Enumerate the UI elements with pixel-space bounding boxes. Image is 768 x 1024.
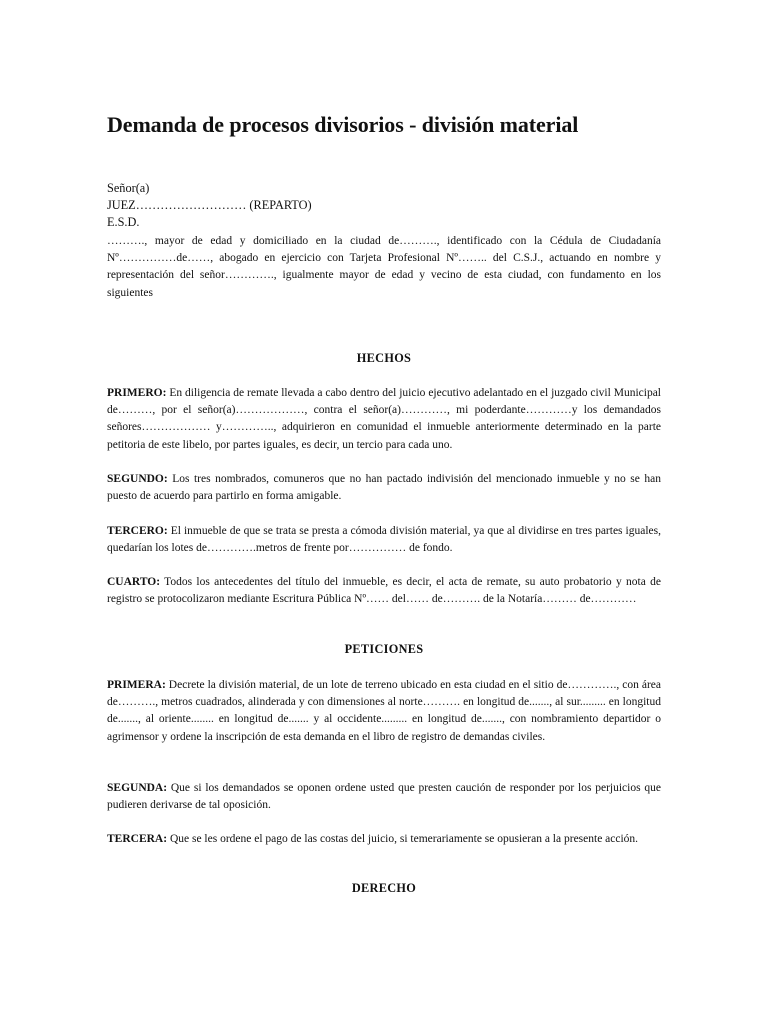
addressee-line-salutation: Señor(a): [107, 181, 150, 195]
addressee-block: [107, 180, 312, 231]
document-title: Demanda de procesos divisorios - división material: [107, 112, 579, 137]
hecho-cuarto: [107, 574, 661, 608]
peticion-text: Que se les ordene el pago de las costas del juicio, si temerariamente se opusieran a la presente acción.: [167, 833, 639, 845]
intro-paragraph: ………., mayor de edad y domiciliado en la ciudad de………., identificado con la Cédula de Ciudadanía Nº……………de……, abogado en ejercicio con Tarjeta Profesional Nº…….. del C.S.J., actuando en nombre y representación del señor…………., igualmente mayor de edad y vecino de esta ciudad, con fundamento en los siguientes: [107, 235, 661, 299]
peticion-label: PRIMERA:: [107, 679, 166, 691]
hecho-label: CUARTO:: [107, 576, 161, 588]
hecho-segundo: [107, 471, 661, 505]
section-heading-derecho: DERECHO: [351, 881, 417, 895]
peticion-segunda: [107, 780, 661, 814]
hecho-text: Todos los antecedentes del título del inmueble, es decir, el acta de remate, su auto probatorio y nota de registro se protocolizaron mediante Escritura Pública Nº…… del…… de………. de la Notaría……… de…………: [107, 576, 661, 606]
hecho-tercero: [107, 523, 661, 557]
hecho-text: Los tres nombrados, comuneros que no han pactado indivisión del mencionado inmueble y no se han puesto de acuerdo para partirlo en forma amigable.: [107, 473, 661, 503]
addressee-line-judge: JUEZ……………………… (REPARTO): [107, 198, 312, 212]
peticion-label: SEGUNDA:: [107, 782, 168, 794]
hecho-text: En diligencia de remate llevada a cabo dentro del juicio ejecutivo adelantado en el juzgado civil Municipal de………, por el señor(a)………………, contra el señor(a)…………, mi poderdante…………y los demandados señores……………… y………….., adquirieron en comunidad el inmueble anteriormente determinado en la parte petitoria de este libelo, por partes iguales, es decir, un tercio para cada uno.: [107, 387, 661, 451]
hecho-label: PRIMERO:: [107, 387, 167, 399]
peticion-text: Que si los demandados se oponen ordene usted que presten caución de responder por los perjuicios que pudieren derivarse de tal oposición.: [107, 782, 661, 812]
section-heading-hechos: HECHOS: [356, 351, 412, 365]
peticion-primera: [107, 677, 661, 746]
hecho-label: TERCERO:: [107, 525, 168, 537]
peticion-text: Decrete la división material, de un lote de terreno ubicado en esta ciudad en el sitio de…………., con área de………., metros cuadrados, alinderada y con dimensiones al norte………. en longitud de......., al sur......... en longitud de......., al oriente........ en longitud de....... y al occidente......... en longitud de......., con nombramiento departidor o agrimensor y ordene la inscripción de esta demanda en el libro de registro de demandas civiles.: [107, 679, 661, 743]
section-heading-peticiones: PETICIONES: [344, 642, 424, 656]
hecho-text: El inmueble de que se trata se presta a cómoda división material, ya que al dividirse en tres partes iguales, quedarían los lotes de………….metros de frente por…………… de fondo.: [107, 525, 661, 555]
hecho-primero: [107, 385, 661, 454]
hecho-label: SEGUNDO:: [107, 473, 168, 485]
peticion-label: TERCERA:: [107, 833, 168, 845]
peticion-tercera: [107, 831, 661, 848]
intro-block: [107, 233, 661, 302]
addressee-line-esd: E.S.D.: [107, 215, 140, 229]
